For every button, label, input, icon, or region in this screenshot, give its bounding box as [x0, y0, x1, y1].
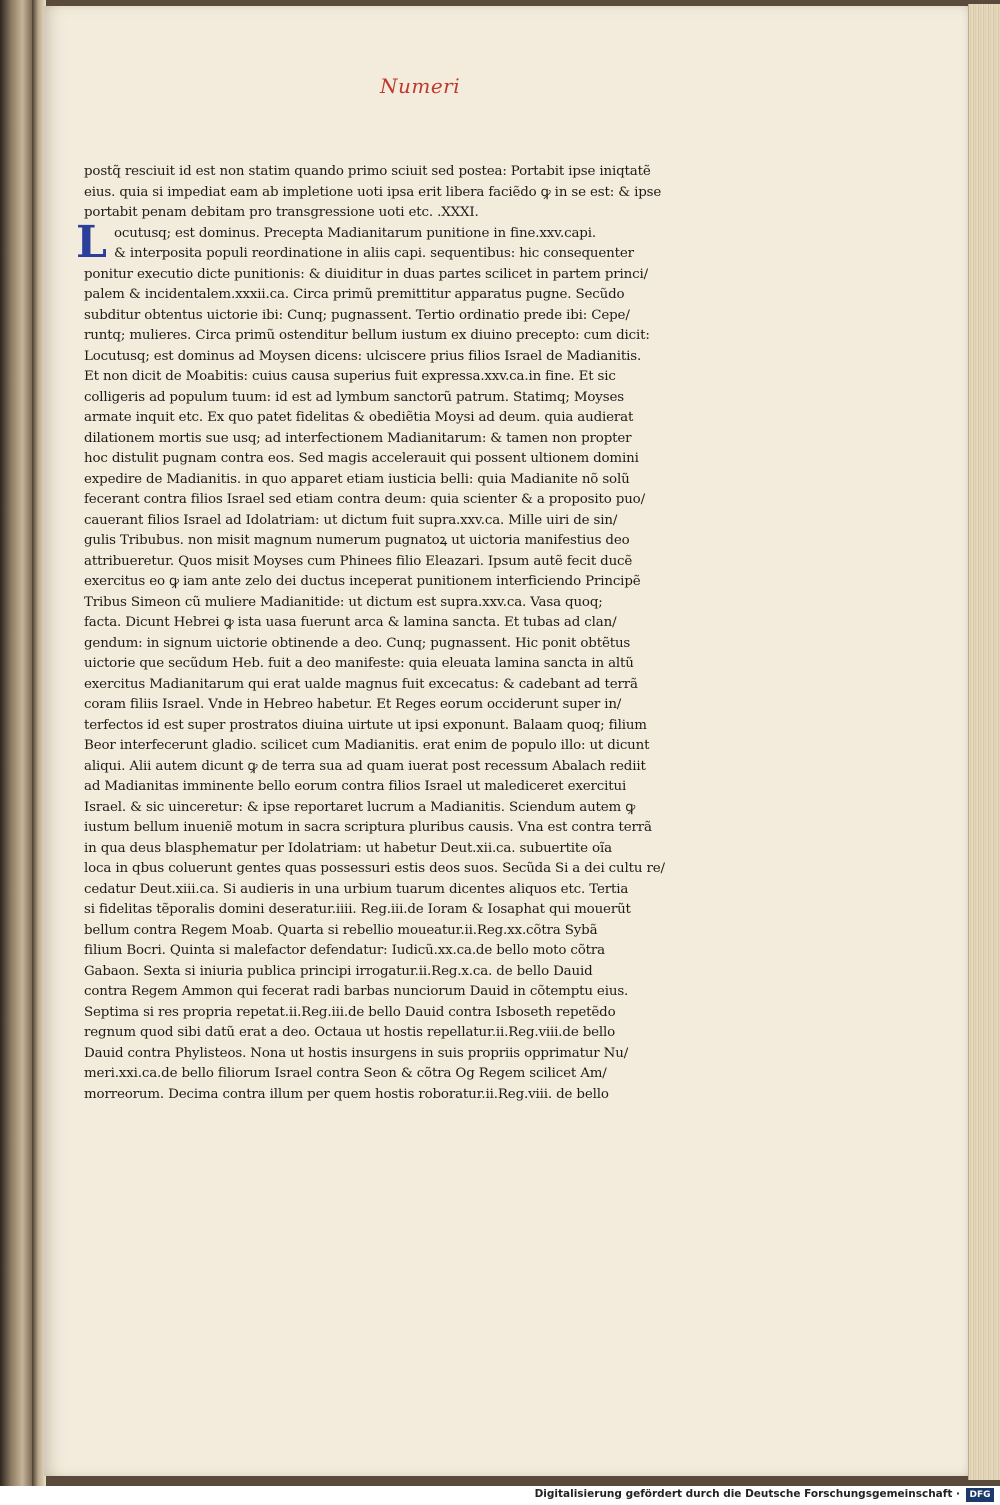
text-line: contra Regem Ammon qui fecerat radi barbas nunciorum Dauid in cõtemptu eius.: [84, 984, 629, 999]
text-line: uictorie que secũdum Heb. fuit a deo manifeste: quia eleuata lamina sancta in altũ: [84, 656, 634, 671]
text-line: in qua deus blasphematur per Idolatriam: ut habetur Deut.xii.ca. subuertite oĩa: [84, 840, 612, 856]
text-line: subditur obtentus uictorie ibi: Cunq; pugnassent. Tertio ordinatio prede ibi: Cepe/: [84, 307, 630, 323]
left-page-edge: [0, 0, 32, 1486]
text-line: colligeris ad populum tuum: id est ad lymbum sanctorũ patrum. Statimq; Moyses: [84, 389, 624, 405]
text-line: exercitus eo ꝙ iam ante zelo dei ductus inceperat punitionem interficiendo Principẽ: [84, 574, 641, 589]
text-line: Gabaon. Sexta si iniuria publica principi irrogatur.ii.Reg.x.ca. de bello Dauid: [84, 963, 593, 979]
text-line: Israel. & sic uinceretur: & ipse reportaret lucrum a Madianitis. Sciendum autem ꝙ: [84, 799, 636, 815]
dfg-logo: DFG: [966, 1488, 994, 1502]
text-line: Tribus Simeon cũ muliere Madianitide: ut dictum est supra.xxv.ca. Vasa quoq;: [84, 594, 603, 610]
running-head: Numeri: [380, 74, 461, 98]
text-line: Dauid contra Phylisteos. Nona ut hostis insurgens in suis propriis opprimatur Nu/: [84, 1045, 629, 1061]
text-line: eius. quia si impediat eam ab impletione uoti ipsa erit libera faciẽdo ꝙ in se est: & ipse: [84, 184, 662, 200]
text-line: bellum contra Regem Moab. Quarta si rebellio moueatur.ii.Reg.xx.cõtra Sybã: [84, 922, 598, 938]
page-stack-edge: [968, 4, 1000, 1480]
text-line: expedire de Madianitis. in quo apparet etiam iusticia belli: quia Madianite nõ solũ: [84, 471, 630, 487]
footer-bar: [0, 1486, 1000, 1505]
text-line: Beor interfecerunt gladio. scilicet cum Madianitis. erat enim de populo illo: ut dicunt: [84, 738, 650, 753]
text-line: aliqui. Alii autem dicunt ꝙ de terra sua ad quam iuerat post recessum Abalach rediit: [84, 758, 646, 774]
text-line: armate inquit etc. Ex quo patet fidelitas & obediẽtia Moysi ad deum. quia audierat: [84, 410, 634, 425]
text-line: postq̃ resciuit id est non statim quando primo sciuit sed postea: Portabit ipse iniqtatẽ: [84, 164, 651, 179]
text-line: coram filiis Israel. Vnde in Hebreo habetur. Et Reges eorum occiderunt super in/: [84, 697, 622, 712]
text-line: si fidelitas tẽporalis domini deseratur.iiii. Reg.iii.de Ioram & Iosaphat qui mouerũt: [84, 902, 631, 917]
text-line: iustum bellum inueniẽ motum in sacra scriptura pluribus causis. Vna est contra terrã: [84, 820, 652, 835]
text-line: facta. Dicunt Hebrei ꝙ ista uasa fuerunt arca & lamina sancta. Et tubas ad clan/: [84, 615, 617, 630]
text-line: portabit penam debitam pro transgressione uoti etc. .XXXI.: [84, 205, 479, 220]
text-line: ponitur executio dicte punitionis: & diuiditur in duas partes scilicet in partem princi/: [84, 266, 648, 282]
text-line: exercitus Madianitarum qui erat ualde magnus fuit excecatus: & cadebant ad terrã: [84, 676, 638, 692]
illuminated-initial: L: [76, 217, 107, 268]
text-line: morreorum. Decima contra illum per quem hostis roboratur.ii.Reg.viii. de bello: [84, 1086, 609, 1102]
text-line: cauerant filios Israel ad Idolatriam: ut dictum fuit supra.xxv.ca. Mille uiri de sin/: [84, 512, 618, 528]
text-line: filium Bocri. Quinta si malefactor defendatur: Iudicũ.xx.ca.de bello moto cõtra: [84, 943, 605, 958]
text-line: & interposita populi reordinatione in aliis capi. sequentibus: hic consequenter: [114, 246, 634, 261]
text-line: cedatur Deut.xiii.ca. Si audieris in una urbium tuarum dicentes aliquos etc. Tertia: [84, 881, 629, 897]
text-line: Et non dicit de Moabitis: cuius causa superius fuit expressa.xxv.ca.in fine. Et sic: [84, 369, 616, 384]
text-line: dilationem mortis sue usq; ad interfectionem Madianitarum: & tamen non propter: [84, 430, 632, 446]
text-line: Locutusq; est dominus ad Moysen dicens: ulciscere prius filios Israel de Madianitis.: [84, 348, 642, 364]
text-line: attribueretur. Quos misit Moyses cum Phinees filio Eleazari. Ipsum autẽ fecit ducẽ: [84, 553, 633, 569]
main-text-block: [84, 162, 714, 1126]
text-line: meri.xxi.ca.de bello filiorum Israel contra Seon & cõtra Og Regem scilicet Am/: [84, 1066, 607, 1081]
text-line: regnum quod sibi datũ erat a deo. Octaua ut hostis repellatur.ii.Reg.viii.de bello: [84, 1025, 616, 1040]
text-line: loca in qbus coluerunt gentes quas possessuri estis deos suos. Secũda Si a dei cultu re/: [84, 861, 665, 876]
text-line: palem & incidentalem.xxxii.ca. Circa primũ premittitur apparatus pugne. Secũdo: [84, 287, 625, 302]
text-line: terfectos id est super prostratos diuina uirtute ut ipsi exponunt. Balaam quoq; filium: [84, 717, 647, 733]
funding-notice: Digitalisierung gefördert durch die Deutsche Forschungsgemeinschaft ·: [534, 1488, 960, 1500]
text-line: hoc distulit pugnam contra eos. Sed magis accelerauit qui possent ultionem domini: [84, 451, 639, 466]
text-line: ocutusq; est dominus. Precepta Madianitarum punitione in fine.xxv.capi.: [114, 225, 596, 241]
text-line: runtq; mulieres. Circa primũ ostenditur bellum iustum ex diuino precepto: cum dicit:: [84, 328, 650, 343]
text-line: ad Madianitas imminente bello eorum contra filios Israel ut malediceret exercitui: [84, 779, 627, 794]
text-line: gulis Tribubus. non misit magnum numerum pugnatoꝝ ut uictoria manifestius deo: [84, 533, 630, 548]
text-line: Septima si res propria repetat.ii.Reg.iii.de bello Dauid contra Isboseth repetẽdo: [84, 1004, 616, 1020]
text-line: gendum: in signum uictorie obtinende a deo. Cunq; pugnassent. Hic ponit obtẽtus: [84, 635, 631, 651]
text-line: [84, 1105, 714, 1126]
text-line: fecerant contra filios Israel sed etiam contra deum: quia scienter & a proposito puo/: [84, 492, 645, 507]
